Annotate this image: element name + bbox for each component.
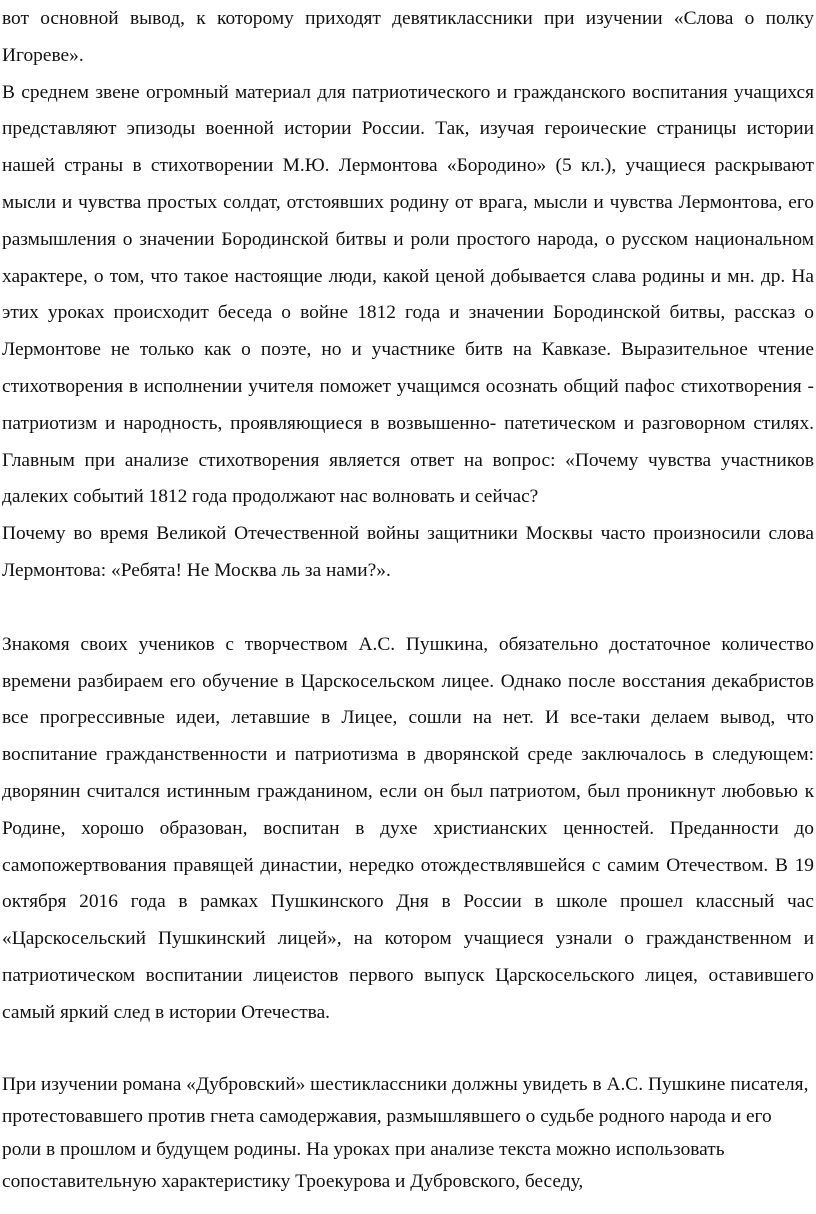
paragraph-gap [0, 1032, 816, 1069]
paragraph-dubrovsky: При изучении романа «Дубровский» шестиклассники должны увидеть в А.С. Пушкине писателя, протестовавшего против гнета самодержавия, размышлявшего о судьбе родного народа и его роли в прошлом и будущем родины. На уроках при анализе текста можно использовать сопоставительную характеристику Троекурова и Дубровского, беседу, [2, 1073, 809, 1193]
paragraph-conclusion-slovo: вот основной вывод, к которому приходят девятиклассники при изучении «Слова о полку Игореве». [2, 8, 814, 66]
paragraph-moscow-question: Почему во время Великой Отечественной войны защитники Москвы часто произносили слова Лермонтова: «Ребята! Не Москва ль за нами?». [2, 523, 814, 581]
paragraph-gap [0, 590, 816, 627]
paragraph-pushkin-lyceum: Знакомя своих учеников с творчеством А.С. Пушкина, обязательно достаточное количество времени разбираем его обучение в Царскосельском лицее. Однако после восстания декабристов все прогрессивные идеи, летавшие в Лицее, сошли на нет. И все-таки делаем вывод, что воспитание гражданственности и патриотизма в дворянской среде заключалось в следующем: дворянин считался истинным гражданином, если он был патриотом, был проникнут любовью к Родине, хорошо образован, воспитан в духе христианских ценностей. Преданности до самопожертвования правящей династии, нередко отождествлявшейся с самим Отечеством. В 19 октября 2016 года в рамках Пушкинского Дня в России в школе прошел классный час «Царскосельский Пушкинский лицей», на котором учащиеся узнали о гражданственном и патриотическом воспитании лицеистов первого выпуск Царскосельского лицея, оставившего самый яркий след в истории Отечества. [2, 633, 814, 1023]
paragraph-borodino: В среднем звене огромный материал для патриотического и гражданского воспитания учащихся представляют эпизоды военной истории России. Так, изучая героические страницы истории нашей страны в стихотворении М.Ю. Лермонтова «Бородино» (5 кл.), учащиеся раскрывают мысли и чувства простых солдат, отстоявших родину от врага, мысли и чувства Лермонтова, его размышления о значении Бородинской битвы и роли простого народа, о русском национальном характере, о том, что такое настоящие люди, какой ценой добывается слава родины и мн. др. На этих уроках происходит беседа о войне 1812 года и значении Бородинской битвы, рассказ о Лермонтове не только как о поэте, но и участнике битв на Кавказе. Выразительное чтение стихотворения в исполнении учителя поможет учащимся осознать общий пафос стихотворения - патриотизм и народность, проявляющиеся в возвышенно- патетическом и разговорном стилях. Главным при анализе стихотворения является ответ на вопрос: «Почему чувства участников далеких событий 1812 года продолжают нас волновать и сейчас? [2, 81, 814, 508]
